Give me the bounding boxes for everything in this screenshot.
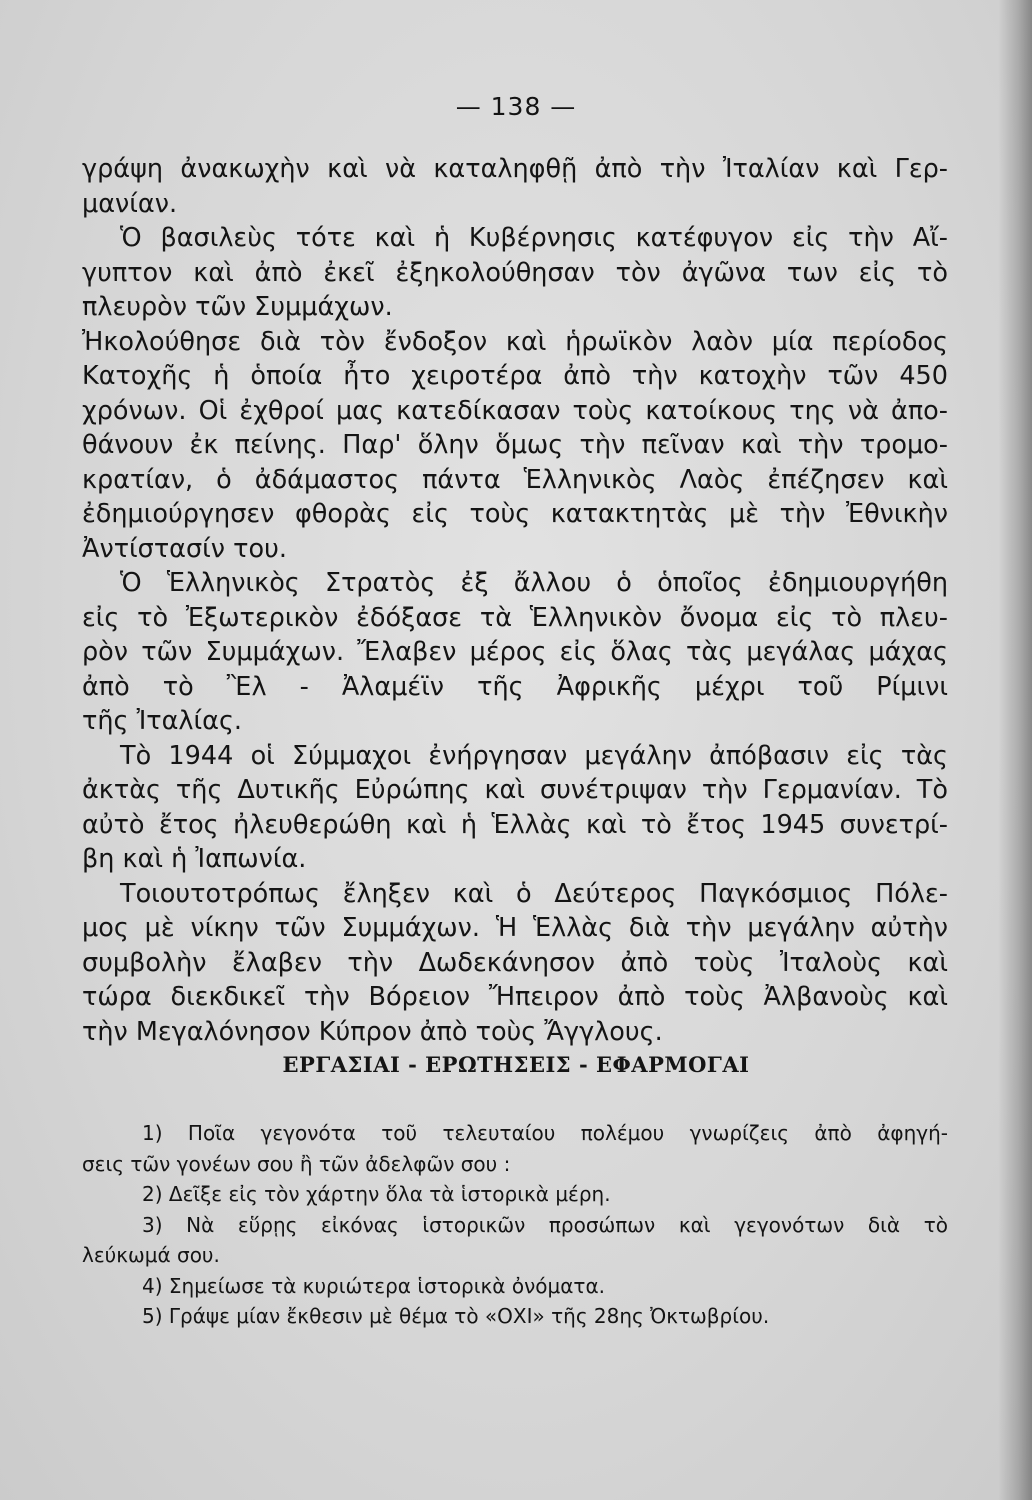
text-line: εἰς τὸ Ἐξωτερικὸν ἐδόξασε τὰ Ἑλληνικὸν ὄνομα εἰς τὸ πλευ- xyxy=(82,602,948,633)
text-line: Τὸ 1944 οἱ Σύμμαχοι ἐνήργησαν μεγάλην ἀπόβασιν εἰς τὰς xyxy=(120,740,948,771)
text-line: βη καὶ ἡ Ἰαπωνία. xyxy=(82,844,307,874)
body-text xyxy=(82,152,948,1049)
text-line: χρόνων. Οἱ ἐχθροί μας κατεδίκασαν τοὺς κατοίκους της νὰ ἀπο- xyxy=(82,395,948,426)
text-line: θάνουν ἐκ πείνης. Παρ' ὅλην ὅμως τὴν πεῖναν καὶ τὴν τρομο- xyxy=(82,430,948,460)
text-line: αὐτὸ ἔτος ἠλευθερώθη καὶ ἡ Ἑλλὰς καὶ τὸ ἔτος 1945 συνετρί- xyxy=(82,809,948,840)
exercise-line: 4) Σημείωσε τὰ κυριώτερα ἱστορικὰ ὀνόματα. xyxy=(142,1273,605,1298)
text-line: Κατοχῆς ἡ ὁποία ἦτο χειροτέρα ἀπὸ τὴν κατοχὴν τῶν 450 xyxy=(82,361,948,391)
exercise-list xyxy=(82,1118,948,1332)
text-line: Ὁ Ἑλληνικὸς Στρατὸς ἐξ ἄλλου ὁ ὁποῖος ἐδημιουργήθη xyxy=(120,568,948,598)
page-number: — 138 — xyxy=(455,92,577,121)
text-line: τῆς Ἰταλίας. xyxy=(82,706,243,736)
text-line: μανίαν. xyxy=(82,188,178,219)
text-line: ἐδημιούργησεν φθορὰς εἰς τοὺς κατακτητὰς μὲ τὴν Ἐθνικὴν xyxy=(82,499,948,529)
text-line: μος μὲ νίκην τῶν Συμμάχων. Ἡ Ἑλλὰς διὰ τὴν μεγάλην αὐτὴν xyxy=(82,913,948,943)
section-heading: ΕΡΓΑΣΙΑΙ - ΕΡΩΤΗΣΕΙΣ - ΕΦΑΡΜΟΓΑΙ xyxy=(282,1052,750,1077)
page-edge-shadow xyxy=(998,0,1032,1500)
exercise-line: 1) Ποῖα γεγονότα τοῦ τελευταίου πολέμου γνωρίζεις ἀπὸ ἀφηγή- xyxy=(142,1121,948,1145)
text-line: Τοιουτοτρόπως ἔληξεν καὶ ὁ Δεύτερος Παγκόσμιος Πόλε- xyxy=(120,878,948,909)
text-line: τὴν Μεγαλόνησον Κύπρον ἀπὸ τοὺς Ἄγγλους. xyxy=(82,1016,663,1047)
text-line: ἀκτὰς τῆς Δυτικῆς Εὐρώπης καὶ συνέτριψαν τὴν Γερμανίαν. Τὸ xyxy=(82,775,948,805)
text-line: κρατίαν, ὁ ἀδάμαστος πάντα Ἑλληνικὸς Λαὸς ἐπέζησεν καὶ xyxy=(82,464,948,495)
text-line: Ὁ βασιλεὺς τότε καὶ ἡ Κυβέρνησις κατέφυγον εἰς τὴν Αἴ- xyxy=(120,223,948,253)
text-line: ρὸν τῶν Συμμάχων. Ἔλαβεν μέρος εἰς ὅλας τὰς μεγάλας μάχας xyxy=(82,637,948,667)
text-line: τώρα διεκδικεῖ τὴν Βόρειον Ἤπειρον ἀπὸ τοὺς Ἀλβανοὺς καὶ xyxy=(82,982,948,1012)
text-line: Ἠκολούθησε διὰ τὸν ἔνδοξον καὶ ἡρωϊκὸν λαὸν μία περίοδος xyxy=(82,326,948,357)
exercise-line: λεύκωμά σου. xyxy=(82,1243,220,1267)
exercise-line: 5) Γράψε μίαν ἔκθεσιν μὲ θέμα τὸ «ΟΧΙ» τῆς 28ης Ὀκτωβρίου. xyxy=(142,1304,770,1328)
exercise-line: 2) Δεῖξε εἰς τὸν χάρτην ὅλα τὰ ἱστορικὰ μέρη. xyxy=(142,1182,611,1206)
text-line: Ἀντίστασίν του. xyxy=(82,533,287,564)
text-line: ἀπὸ τὸ Ἒλ - Ἀλαμέϊν τῆς Ἀφρικῆς μέχρι τοῦ Ρίμινι xyxy=(82,671,948,702)
exercise-line: σεις τῶν γονέων σου ἢ τῶν ἀδελφῶν σου : xyxy=(82,1151,511,1176)
text-line: γράψη ἀνακωχὴν καὶ νὰ καταληφθῇ ἀπὸ τὴν Ἰταλίαν καὶ Γερ- xyxy=(82,154,948,184)
text-line: πλευρὸν τῶν Συμμάχων. xyxy=(82,292,393,322)
exercise-line: 3) Νὰ εὕρῃς εἰκόνας ἱστορικῶν προσώπων καὶ γεγονότων διὰ τὸ xyxy=(142,1212,948,1237)
text-line: γυπτον καὶ ἀπὸ ἐκεῖ ἐξηκολούθησαν τὸν ἀγῶνα των εἰς τὸ xyxy=(82,257,948,288)
text-line: συμβολὴν ἔλαβεν τὴν Δωδεκάνησον ἀπὸ τοὺς Ἰταλοὺς καὶ xyxy=(82,947,948,978)
